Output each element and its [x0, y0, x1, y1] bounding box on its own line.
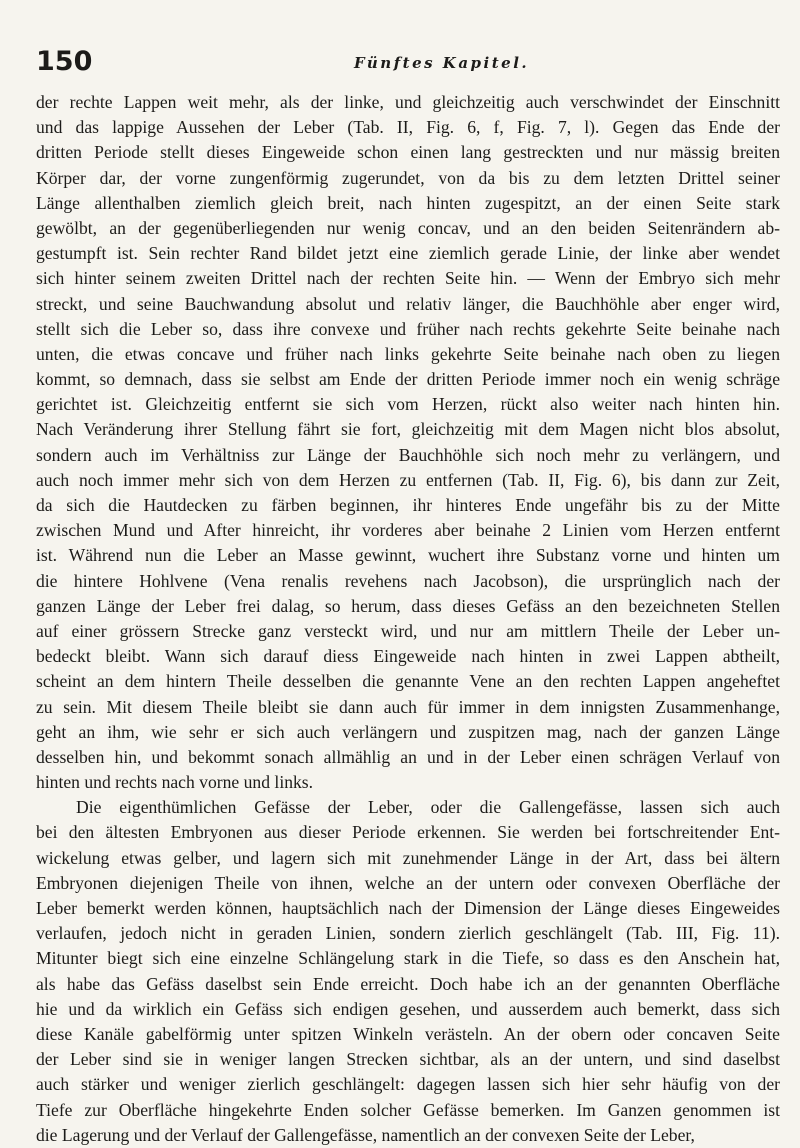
text-line: hinten und rechts nach vorne und links.	[36, 772, 314, 793]
text-line: Mitunter biegt sich eine einzelne Schlängelung stark in die Tiefe, so dass es den Anschein hat,	[36, 948, 780, 969]
text-line: bedeckt bleibt. Wann sich darauf diess Eingeweide nach hinten in zwei Lappen abtheilt,	[36, 646, 780, 667]
text-line: Die eigenthümlichen Gefässe der Leber, oder die Gallengefässe, lassen sich auch	[76, 797, 780, 818]
text-line: ist. Während nun die Leber an Masse gewinnt, wuchert ihre Substanz vorne und hinten um	[36, 545, 780, 566]
text-line: kommt, so demnach, dass sie selbst am Ende der dritten Periode immer noch ein wenig schräge	[36, 369, 780, 390]
text-line: sondern auch im Verhältniss zur Länge der Bauchhöhle sich noch mehr zu verlängern, und	[36, 444, 780, 465]
text-line: auch noch immer mehr sich von dem Herzen zu entfernen (Tab. II, Fig. 6), bis dann zur Zeit,	[36, 469, 780, 490]
text-line: Länge allenthalben ziemlich gleich breit, nach hinten zugespitzt, an der einen Seite stark	[36, 192, 780, 213]
text-line: zwischen Mund und After hinreicht, ihr vorderes aber beinahe 2 Linien vom Herzen entfernt	[36, 520, 780, 541]
text-line: Leber bemerkt werden können, hauptsächlich nach der Dimension der Länge dieses Eingeweides	[36, 898, 780, 918]
text-line: desselben hin, und bekommt sonach allmählig an und in der Leber einen schrägen Verlauf von	[36, 746, 780, 767]
text-line: scheint an dem hintern Theile desselben die genannte Vene an den rechten Lappen angeheftet	[36, 671, 780, 692]
text-line: der Leber sind sie in weniger langen Strecken sichtbar, als an der untern, und sind daselbst	[36, 1049, 780, 1070]
text-line: hie und da wirklich ein Gefäss sich endigen gesehen, und ausserdem auch bemerkt, dass sich	[36, 998, 780, 1019]
text-line: verlaufen, jedoch nicht in geraden Linien, sondern zierlich geschlängelt (Tab. III, Fig. 11).	[36, 923, 780, 944]
text-line: wickelung etwas gelber, und lagern sich mit zunehmender Länge in der Art, dass bei ältern	[36, 847, 780, 868]
text-line: auch stärker und weniger zierlich geschlängelt: dagegen lassen sich hier sehr häufig von der	[36, 1074, 780, 1095]
text-line: die hintere Hohlvene (Vena renalis revehens nach Jacobson), die ursprünglich nach der	[36, 570, 780, 591]
text-line: ganzen Länge der Leber frei dalag, so herum, dass dieses Gefäss an den bezeichneten Stellen	[36, 595, 780, 616]
text-line: gerichtet ist. Gleichzeitig entfernt sie sich vom Herzen, rückt also weiter nach hinten hin.	[36, 394, 780, 415]
page-header	[36, 46, 764, 86]
running-head: Fünftes Kapitel.	[354, 54, 530, 72]
text-line: Nach Veränderung ihrer Stellung fährt sie fort, gleichzeitig mit dem Magen nicht blos absolut,	[36, 419, 780, 440]
text-line: gestumpft ist. Sein rechter Rand bildet jetzt eine ziemlich gerade Linie, der linke aber wendet	[36, 243, 780, 264]
text-line: geht an ihm, wie sehr er sich auch verlängern und zuspitzen mag, nach der ganzen Länge	[36, 721, 780, 742]
text-line: auf einer grössern Strecke ganz versteckt wird, und nur am mittlern Theile der Leber un-	[36, 620, 780, 641]
text-line: stellt sich die Leber so, dass ihre convexe und früher nach rechts gekehrte Seite beinahe nach	[36, 318, 780, 339]
text-line: diese Kanäle gabelförmig unter spitzen Winkeln verästeln. An der obern oder concaven Seite	[36, 1023, 780, 1044]
text-line: streckt, und seine Bauchwandung absolut und relativ länger, die Bauchhöhle aber enger wird,	[36, 293, 780, 314]
text-line: die Lagerung und der Verlauf der Gallengefässe, namentlich an der convexen Seite der Leber,	[36, 1124, 695, 1145]
text-line: gewölbt, an der gegenüberliegenden nur wenig concav, und an den beiden Seitenrändern ab-	[36, 217, 780, 238]
text-line: Körper dar, der vorne zungenförmig zugerundet, von da bis zu dem letzten Drittel seiner	[36, 167, 780, 188]
text-line: dritten Periode stellt dieses Eingeweide schon einen lang gestreckten und nur mässig breiten	[36, 142, 780, 163]
text-line: zu sein. Mit diesem Theile bleibt sie dann auch für immer in dem innigsten Zusammenhange,	[36, 696, 780, 717]
text-line: da sich die Hautdecken zu färben beginnen, ihr hinteres Ende ungefähr bis zu der Mitte	[36, 495, 780, 515]
body-text	[36, 90, 780, 1148]
text-line: Tiefe zur Oberfläche hingekehrte Enden solcher Gefässe bemerken. Im Ganzen genommen ist	[36, 1099, 780, 1120]
page-number: 150	[36, 46, 93, 77]
text-line: als habe das Gefäss daselbst sein Ende erreicht. Doch habe ich an der genannten Oberfläche	[36, 973, 780, 994]
text-line: bei den ältesten Embryonen aus dieser Periode erkennen. Sie werden bei fortschreitender Ent-	[36, 822, 780, 843]
text-line: und das lappige Aussehen der Leber (Tab. II, Fig. 6, f, Fig. 7, l). Gegen das Ende der	[36, 117, 780, 138]
text-line: Embryonen diejenigen Theile von ihnen, welche an der untern oder convexen Oberfläche der	[36, 872, 780, 893]
text-line: der rechte Lappen weit mehr, als der linke, und gleichzeitig auch verschwindet der Einschnitt	[36, 92, 780, 112]
text-line: unten, die etwas concave und früher nach links gekehrte Seite beinahe nach oben zu liegen	[36, 343, 780, 364]
text-line: sich hinter seinem zweiten Drittel nach der rechten Seite hin. — Wenn der Embryo sich mehr	[36, 268, 780, 289]
